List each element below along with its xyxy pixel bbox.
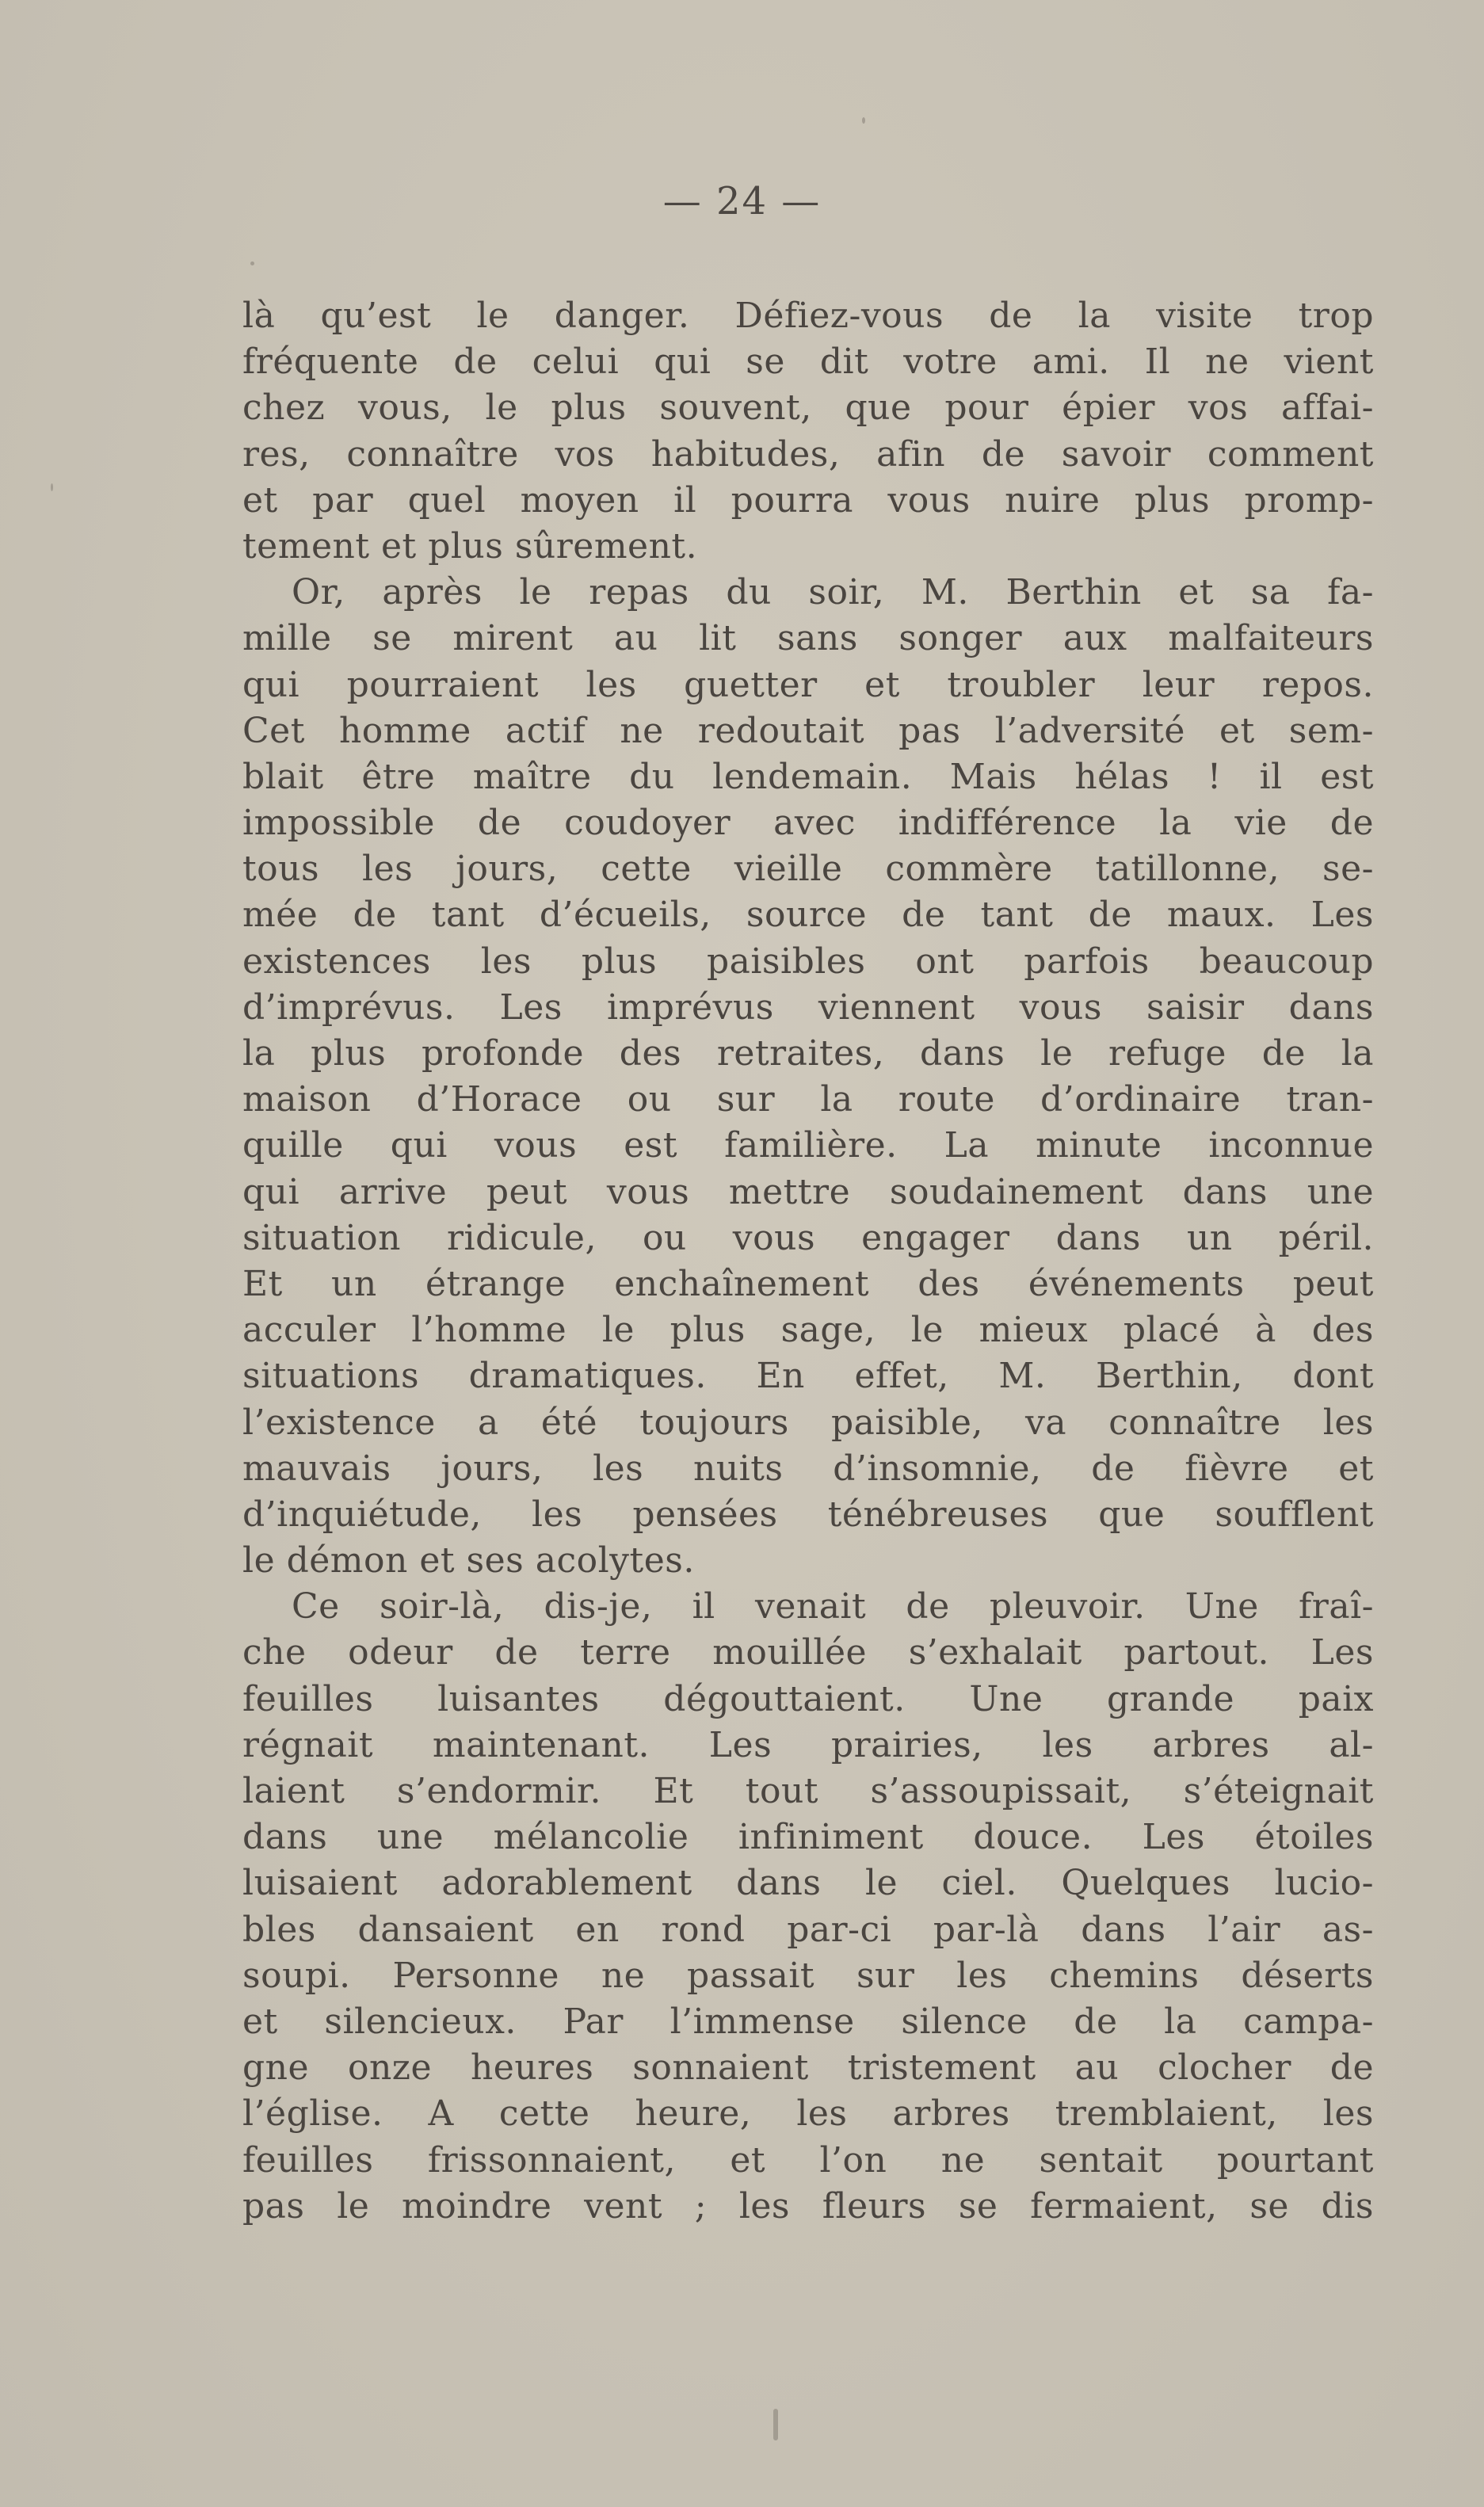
text-line: Or, après le repas du soir, M. Berthin et sa fa-: [292, 572, 1374, 613]
text-line: mauvais jours, les nuits d’insomnie, de fièvre et: [242, 1448, 1374, 1489]
text-line: tement et plus sûrement.: [242, 525, 698, 567]
text-line: tous les jours, cette vieille commère tatillonne, se-: [242, 849, 1374, 890]
body-text: [242, 293, 1374, 2230]
text-line: et par quel moyen il pourra vous nuire plus promp-: [242, 479, 1374, 521]
paper-speck: [250, 261, 254, 265]
text-line: soupi. Personne ne passait sur les chemins déserts: [242, 1955, 1374, 1996]
paper-speck: [862, 117, 865, 124]
text-line: régnait maintenant. Les prairies, les arbres al-: [242, 1724, 1374, 1765]
text-line: qui arrive peut vous mettre soudainement dans une: [242, 1171, 1374, 1212]
text-line: qui pourraient les guetter et troubler leur repos.: [242, 664, 1374, 705]
text-line: le démon et ses acolytes.: [242, 1540, 695, 1582]
text-line: laient s’endormir. Et tout s’assoupissait, s’éteignait: [242, 1771, 1374, 1811]
text-line: pas le moindre vent ; les fleurs se fermaient, se dis: [242, 2185, 1374, 2227]
text-line: chez vous, le plus souvent, que pour épier vos affai-: [242, 387, 1374, 429]
paper-speck: [51, 483, 53, 491]
text-line: l’église. A cette heure, les arbres tremblaient, les: [242, 2093, 1374, 2135]
text-line: et silencieux. Par l’immense silence de la campa-: [242, 2001, 1374, 2042]
text-line: feuilles luisantes dégouttaient. Une grande paix: [242, 1678, 1374, 1719]
text-line: situation ridicule, ou vous engager dans un péril.: [242, 1217, 1374, 1258]
text-line: feuilles frissonnaient, et l’on ne sentait pourtant: [242, 2139, 1374, 2181]
text-line: luisaient adorablement dans le ciel. Quelques lucio-: [242, 1863, 1374, 1904]
text-line: dans une mélancolie infiniment douce. Les étoiles: [242, 1817, 1374, 1858]
text-line: d’inquiétude, les pensées ténébreuses que soufflent: [242, 1494, 1374, 1535]
text-line: impossible de coudoyer avec indifférence la vie de: [242, 803, 1374, 844]
text-line: d’imprévus. Les imprévus viennent vous saisir dans: [242, 986, 1374, 1028]
text-line: gne onze heures sonnaient tristement au clocher de: [242, 2047, 1374, 2089]
text-line: la plus profonde des retraites, dans le refuge de la: [242, 1033, 1374, 1074]
text-line: Ce soir-là, dis-je, il venait de pleuvoir. Une fraî-: [292, 1586, 1374, 1627]
text-line: maison d’Horace ou sur la route d’ordinaire tran-: [242, 1079, 1374, 1120]
text-line: mée de tant d’écueils, source de tant de maux. Les: [242, 895, 1374, 936]
text-line: fréquente de celui qui se dit votre ami. Il ne vient: [242, 342, 1374, 383]
text-line: Cet homme actif ne redoutait pas l’adversité et sem-: [242, 710, 1374, 751]
text-line: blait être maître du lendemain. Mais hélas ! il est: [242, 756, 1374, 797]
text-line: res, connaître vos habitudes, afin de savoir comment: [242, 433, 1374, 475]
text-line: che odeur de terre mouillée s’exhalait partout. Les: [242, 1632, 1374, 1673]
text-line: bles dansaient en rond par-ci par-là dans l’air as-: [242, 1909, 1374, 1950]
text-line: l’existence a été toujours paisible, va connaître les: [242, 1402, 1374, 1443]
text-line: situations dramatiques. En effet, M. Berthin, dont: [242, 1356, 1374, 1397]
text-line: existences les plus paisibles ont parfois beaucoup: [242, 941, 1374, 982]
text-line: Et un étrange enchaînement des événements peut: [242, 1263, 1374, 1304]
text-line: acculer l’homme le plus sage, le mieux placé à des: [242, 1310, 1374, 1351]
text-line: mille se mirent au lit sans songer aux malfaiteurs: [242, 618, 1374, 659]
text-line: là qu’est le danger. Défiez-vous de la visite trop: [242, 296, 1374, 336]
paper-speck: [773, 2409, 778, 2440]
text-line: quille qui vous est familière. La minute inconnue: [242, 1125, 1374, 1166]
page-number: — 24 —: [662, 179, 822, 223]
